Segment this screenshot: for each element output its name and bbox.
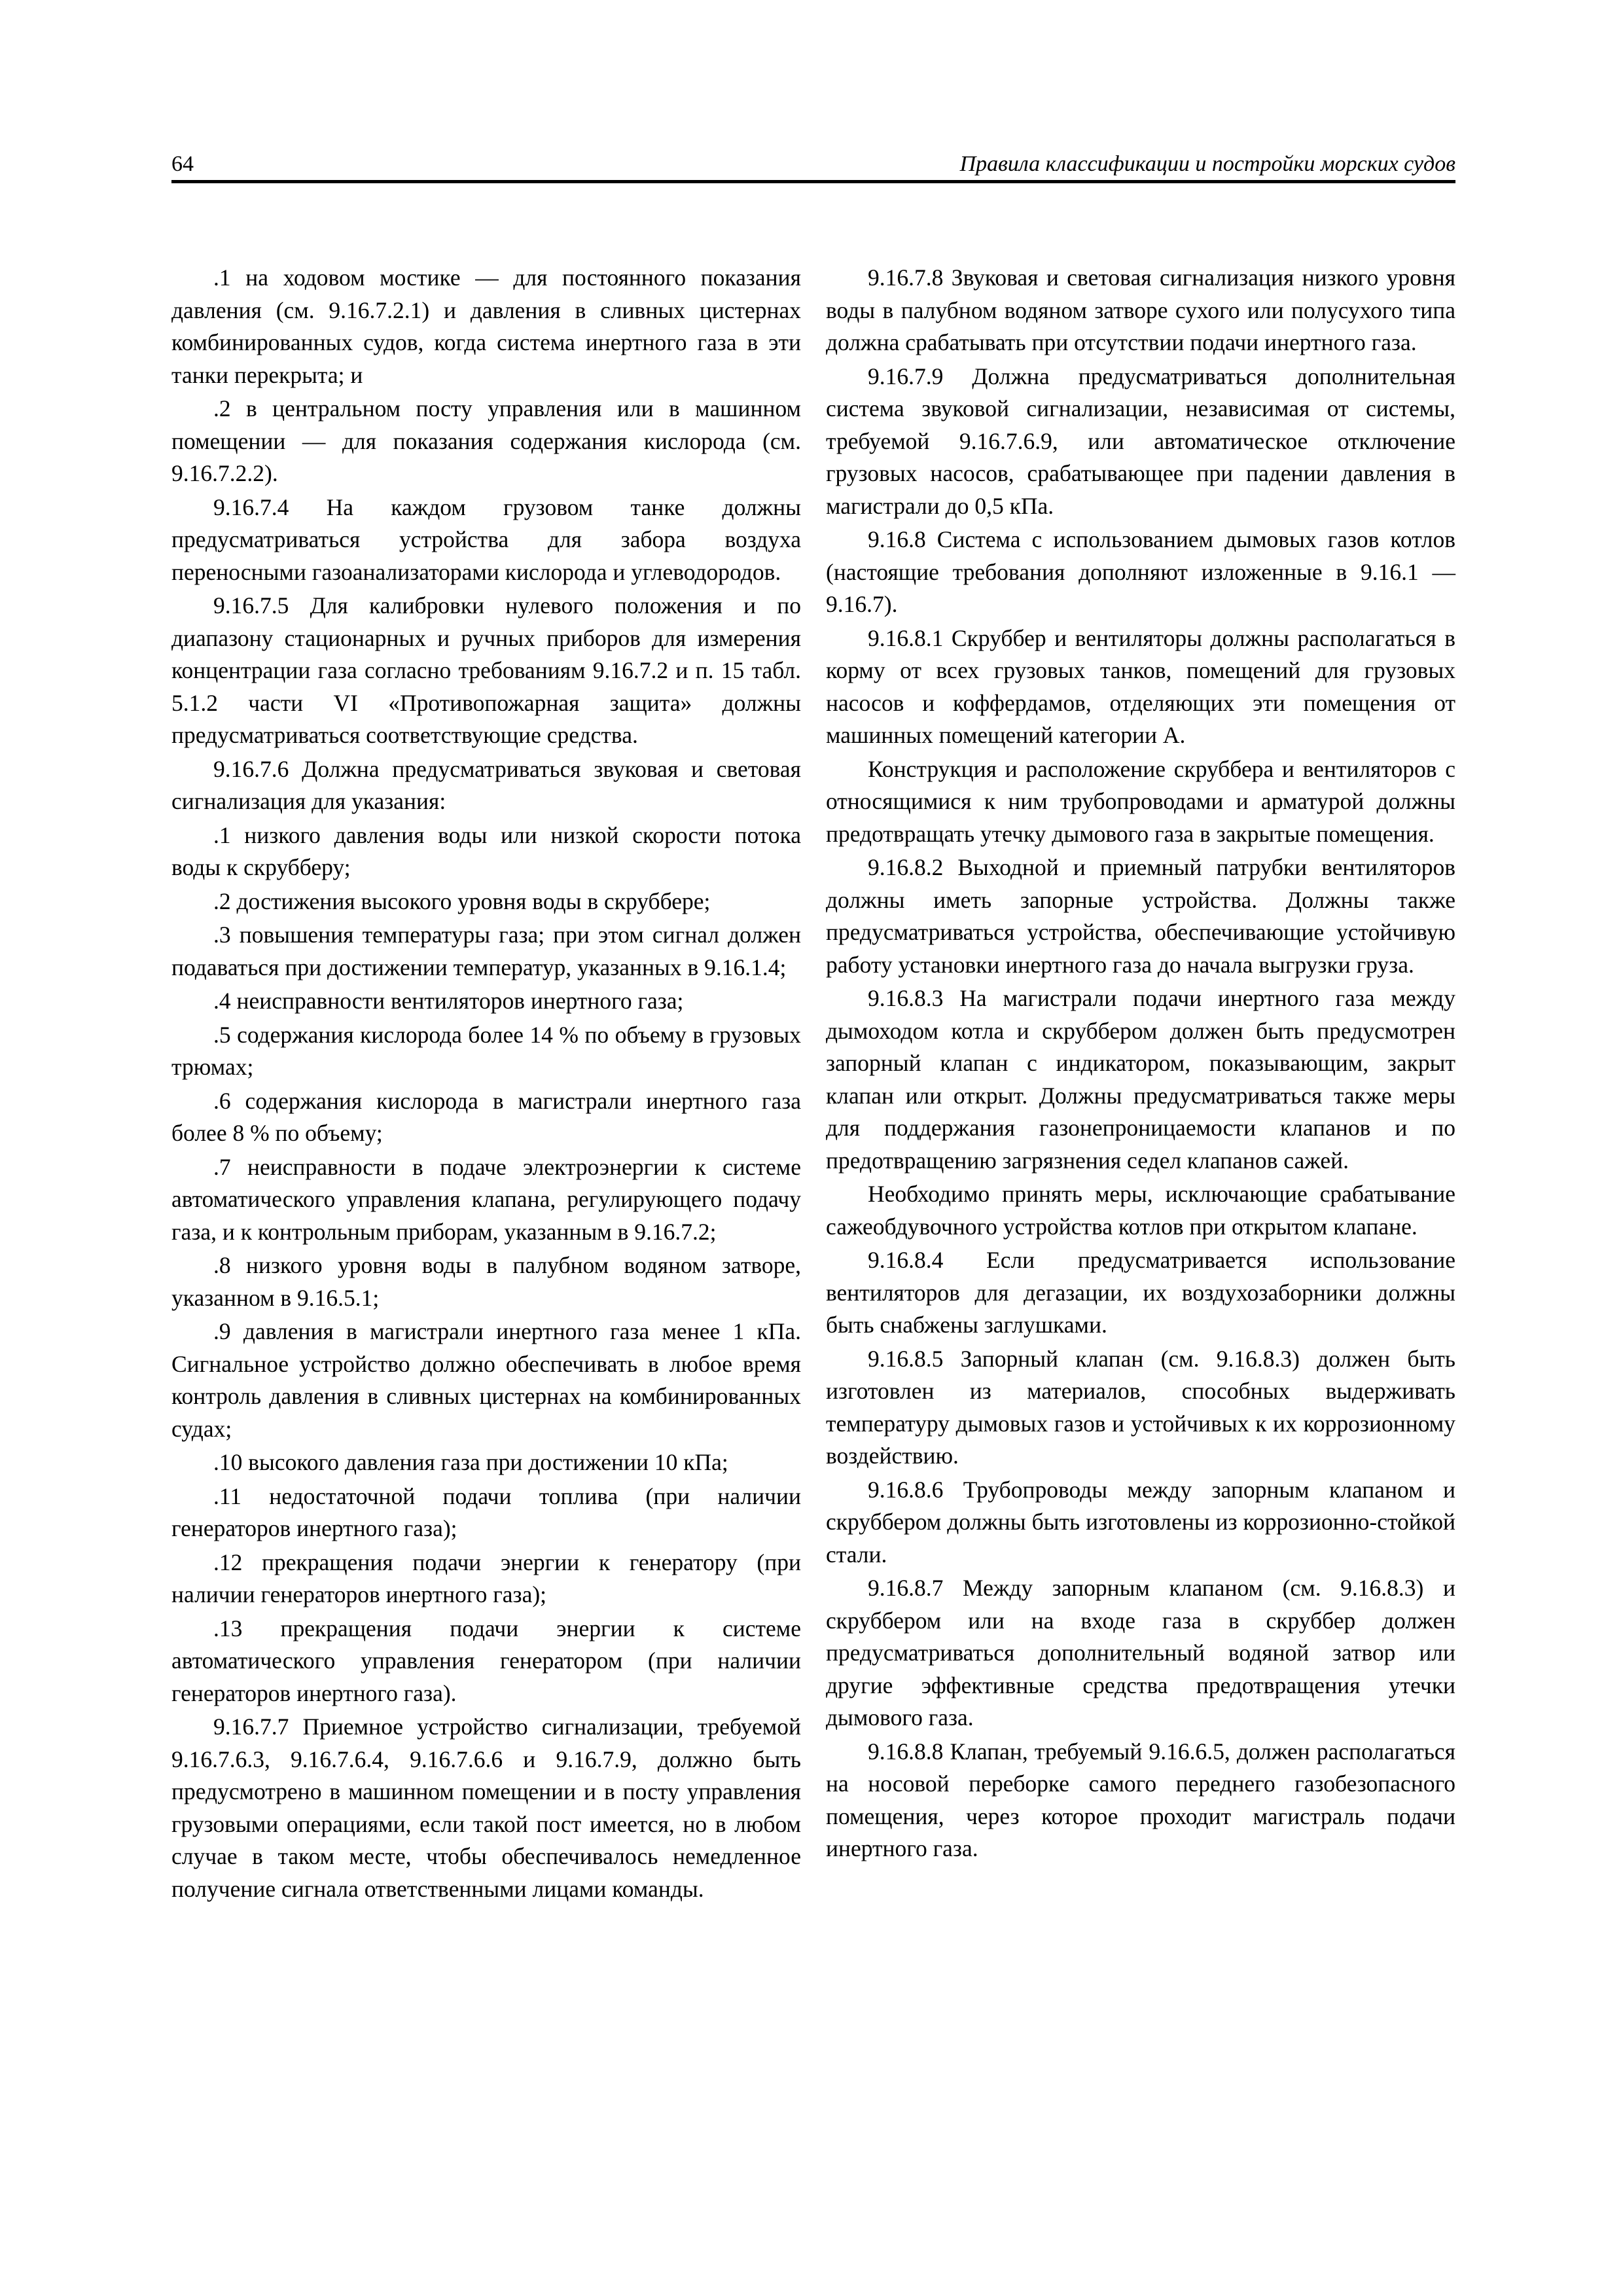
paragraph: 9.16.8.5 Запорный клапан (см. 9.16.8.3) должен быть изготовлен из материалов, способных выдерживать температуру дымовых газов и устойчивых к их коррозионному воздействию. bbox=[826, 1345, 1455, 1469]
paragraph: .8 низкого уровня воды в палубном водяном затворе, указанном в 9.16.5.1; bbox=[171, 1252, 801, 1311]
paragraph: .5 содержания кислорода более 14 % по объему в грузовых трюмах; bbox=[171, 1021, 801, 1080]
paragraph: .3 повышения температуры газа; при этом сигнал должен подаваться при достижении температур, указанных в 9.16.1.4; bbox=[171, 922, 801, 980]
paragraph: Конструкция и расположение скруббера и вентиляторов с относящимися к ним трубопроводами и арматурой должны предотвращать утечку дымового газа в закрытые помещения. bbox=[826, 755, 1455, 847]
paragraph: 9.16.7.7 Приемное устройство сигнализации, требуемой 9.16.7.6.3, 9.16.7.6.4, 9.16.7.6.6 и 9.16.7.9, должно быть предусмотрено в машинном помещении и в посту управления грузовыми операциями, если такой пост имеется, но в любом случае в таком месте, чтобы обеспечивалось немедленное получение сигнала ответственными лицами команды. bbox=[171, 1713, 801, 1902]
paragraph: .2 в центральном посту управления или в машинном помещении — для показания содержания кислорода (см. 9.16.7.2.2). bbox=[171, 395, 801, 486]
paragraph: .11 недостаточной подачи топлива (при наличии генераторов инертного газа); bbox=[171, 1482, 801, 1541]
paragraph: 9.16.8.1 Скруббер и вентиляторы должны располагаться в корму от всех грузовых танков, помещений для грузовых насосов и коффердамов, отделяющих эти помещения от машинных помещений категории А. bbox=[826, 624, 1455, 748]
paragraph: 9.16.7.4 На каждом грузовом танке должны предусматриваться устройства для забора воздуха переносными газоанализаторами кислорода и углеводородов. bbox=[171, 493, 801, 585]
running-title: Правила классификации и постройки морских судов bbox=[959, 152, 1455, 176]
paragraph: .1 низкого давления воды или низкой скорости потока воды к скрубберу; bbox=[171, 821, 801, 880]
paragraph: .1 на ходовом мостике — для постоянного показания давления (см. 9.16.7.2.1) и давления в сливных цистернах комбинированных судов, когда система инертного газа в эти танки перекрыта; и bbox=[171, 264, 801, 388]
left-column bbox=[171, 262, 801, 1907]
page-number: 64 bbox=[171, 152, 194, 176]
paragraph: 9.16.8.4 Если предусматривается использование вентиляторов для дегазации, их воздухозаборники должны быть снабжены заглушками. bbox=[826, 1247, 1455, 1338]
paragraph: .12 прекращения подачи энергии к генератору (при наличии генераторов инертного газа); bbox=[171, 1549, 801, 1607]
paragraph: .7 неисправности в подаче электроэнергии к системе автоматического управления клапана, регулирующего подачу газа, и к контрольным приборам, указанным в 9.16.7.2; bbox=[171, 1153, 801, 1245]
right-column bbox=[826, 262, 1455, 1867]
paragraph: 9.16.8.2 Выходной и приемный патрубки вентиляторов должны иметь запорные устройства. Должны также предусматриваться устройства, обеспечивающие устойчивую работу установки инертного газа до начала выгрузки груза. bbox=[826, 854, 1455, 978]
paragraph: 9.16.8.6 Трубопроводы между запорным клапаном и скруббером должны быть изготовлены из коррозионно-стойкой стали. bbox=[826, 1476, 1455, 1568]
paragraph: 9.16.8.7 Между запорным клапаном (см. 9.16.8.3) и скруббером или на входе газа в скруббер должен предусматриваться дополнительный водяной затвор или другие эффективные средства предотвращения утечки дымового газа. bbox=[826, 1575, 1455, 1731]
paragraph: 9.16.8 Система с использованием дымовых газов котлов (настоящие требования дополняют изложенные в 9.16.1 — 9.16.7). bbox=[826, 526, 1455, 617]
paragraph: 9.16.7.8 Звуковая и световая сигнализация низкого уровня воды в палубном водяном затворе сухого или полусухого типа должна срабатывать при отсутствии подачи инертного газа. bbox=[826, 264, 1455, 355]
paragraph: Необходимо принять меры, исключающие срабатывание сажеобдувочного устройства котлов при открытом клапане. bbox=[826, 1181, 1455, 1240]
paragraph: 9.16.7.9 Должна предусматриваться дополнительная система звуковой сигнализации, независимая от системы, требуемой 9.16.7.6.9, или автоматическое отключение грузовых насосов, срабатывающее при падении давления в магистрали до 0,5 кПа. bbox=[826, 363, 1455, 519]
paragraph: .10 высокого давления газа при достижении 10 кПа; bbox=[213, 1449, 728, 1475]
paragraph: 9.16.8.3 На магистрали подачи инертного газа между дымоходом котла и скруббером должен быть предусмотрен запорный клапан с индикатором, показывающим, закрыт клапан или открыт. Должны предусматриваться также меры для поддержания газонепроницаемости клапанов и по предотвращению загрязнения седел клапанов сажей. bbox=[826, 985, 1455, 1174]
paragraph: .13 прекращения подачи энергии к системе автоматического управления генератором (при наличии генераторов инертного газа). bbox=[171, 1615, 801, 1706]
paragraph: 9.16.7.6 Должна предусматриваться звуковая и световая сигнализация для указания: bbox=[171, 755, 801, 814]
header-rule bbox=[171, 180, 1455, 183]
page-header bbox=[171, 143, 1455, 183]
paragraph: .2 достижения высокого уровня воды в скруббере; bbox=[213, 888, 711, 914]
paragraph: 9.16.7.5 Для калибровки нулевого положения и по диапазону стационарных и ручных приборов для измерения концентрации газа согласно требованиям 9.16.7.2 и п. 15 табл. 5.1.2 части VI «Противопожарная защита» должны предусматриваться соответствующие средства. bbox=[171, 592, 801, 748]
paragraph: 9.16.8.8 Клапан, требуемый 9.16.6.5, должен располагаться на носовой переборке самого переднего газобезопасного помещения, через которое проходит магистраль подачи инертного газа. bbox=[826, 1738, 1455, 1861]
paragraph: .4 неисправности вентиляторов инертного газа; bbox=[213, 988, 684, 1014]
paragraph: .6 содержания кислорода в магистрали инертного газа более 8 % по объему; bbox=[171, 1087, 801, 1146]
paragraph: .9 давления в магистрали инертного газа менее 1 кПа. Сигнальное устройство должно обеспечивать в любое время контроль давления в сливных цистернах на комбинированных судах; bbox=[171, 1318, 801, 1442]
